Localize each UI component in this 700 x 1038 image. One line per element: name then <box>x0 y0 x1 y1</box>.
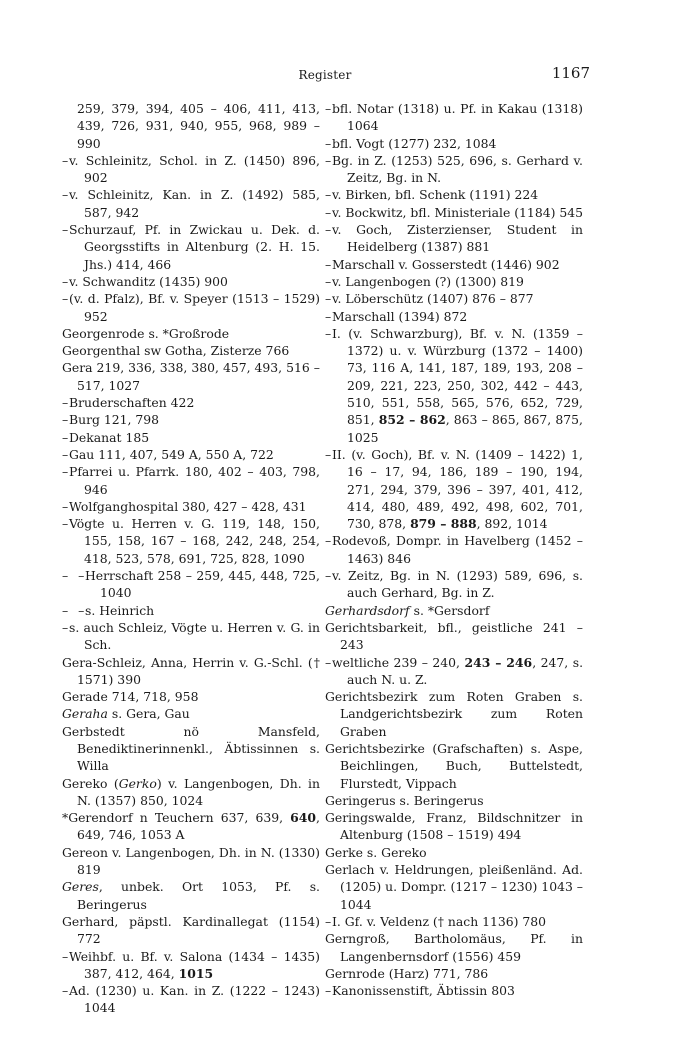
index-subentry <box>325 256 583 273</box>
index-entry <box>62 809 320 844</box>
entry-text: I. Gf. v. Veldenz († nach 1136) 780 <box>332 913 547 929</box>
subentry-dash: – <box>62 446 69 462</box>
entry-text: Ad. (1230) u. Kan. in Z. (1222 – 1243) 1044 <box>69 983 320 1016</box>
subentry-dash: – <box>62 464 69 480</box>
subentry-dash: – <box>325 308 332 324</box>
index-entry <box>325 930 583 965</box>
entry-text: Gerichtsbarkeit, bfl., geistliche 241 – 243 <box>325 619 583 653</box>
subentry-dash: – <box>62 273 69 289</box>
index-subentry <box>62 221 320 273</box>
index-subentry <box>325 204 583 221</box>
entry-text: Gerhard, päpstl. Kardinallegat (1154) 772 <box>62 913 320 947</box>
index-subentry <box>62 515 320 567</box>
entry-text: Gera 219, 336, 338, 380, 457, 493, 516 – 517, 1027 <box>62 360 320 393</box>
subentry-dash: – <box>62 152 69 168</box>
index-subentry <box>62 619 320 654</box>
entry-text: v. Schwanditz (1435) 900 <box>69 273 228 289</box>
entry-text: , unbek. Ort 1053, Pf. s. Beringerus <box>77 879 320 912</box>
entry-text: v. Zeitz, Bg. in N. (1293) 589, 696, s. auch Gerhard, Bg. in Z. <box>332 568 583 601</box>
index-entry <box>325 688 583 740</box>
bold-page-ref: 640 <box>290 810 317 826</box>
subentry-dash: – <box>325 446 332 462</box>
subentry-dash: – <box>62 429 69 445</box>
index-subentry <box>325 567 583 602</box>
entry-text: Dekanat 185 <box>69 429 150 445</box>
index-entry <box>325 619 583 654</box>
entry-text: Geringswalde, Franz, Bildschnitzer in Altenburg (1508 – 1519) 494 <box>325 810 583 843</box>
index-subentry <box>62 602 320 619</box>
index-entry <box>62 913 320 948</box>
entry-text: Marschall v. Gosserstedt (1446) 902 <box>332 256 560 272</box>
entry-text: Gerichtsbezirk zum Roten Graben s. Landgerichtsbezirk zum Roten Graben <box>325 689 583 739</box>
index-subentry <box>62 567 320 602</box>
entry-text: s. Heinrich <box>85 602 155 618</box>
index-subentry <box>325 532 583 567</box>
entry-text: v. Goch, Zisterzienser, Student in Heidelberg (1387) 881 <box>332 222 583 255</box>
bold-page-ref: 1015 <box>178 965 214 981</box>
subentry-dash: – <box>325 291 332 307</box>
entry-text: v. Bockwitz, bfl. Ministeriale (1184) 545 <box>332 204 584 220</box>
index-subentry <box>62 498 320 515</box>
index-entry <box>62 325 320 342</box>
subentry-dash: – <box>62 498 69 514</box>
index-entry <box>62 775 320 810</box>
entry-text: , 892, 1014 <box>476 516 548 532</box>
entry-text: v. Birken, bfl. Schenk (1191) 224 <box>332 187 539 203</box>
entry-text: I. (v. Schwarzburg), Bf. v. N. (1359 – 1372) u. v. Würzburg (1372 – 1400) 73, 116 A, 141, 187, 189, 193, 208 – 209, 221, 223, 250, 302, 442 – 443, 510, 551, 558, 565, 576, 652, 729, 851, <box>332 325 583 428</box>
entry-text: Gernrode (Harz) 771, 786 <box>325 965 489 981</box>
subentry-dash: – <box>62 516 69 532</box>
index-entry <box>62 705 320 722</box>
entry-text: (v. d. Pfalz), Bf. v. Speyer (1513 – 1529) 952 <box>69 291 320 324</box>
entry-text: Gau 111, 407, 549 A, 550 A, 722 <box>69 446 274 462</box>
index-subentry <box>62 186 320 221</box>
entry-text: bfl. Notar (1318) u. Pf. in Kakau (1318) 1064 <box>332 101 583 134</box>
subentry-dash: – <box>325 204 332 220</box>
entry-text: Pfarrei u. Pfarrk. 180, 402 – 403, 798, 946 <box>69 464 320 497</box>
subentry-dash: – <box>325 983 332 999</box>
entry-text: v. Löberschütz (1407) 876 – 877 <box>332 291 534 307</box>
subentry-dash: – <box>325 913 332 929</box>
index-entry <box>325 965 583 982</box>
entry-text: Marschall (1394) 872 <box>332 308 468 324</box>
entry-text: , 247, s. auch N. u. Z. <box>347 654 584 687</box>
italic-term: Geres <box>62 879 99 895</box>
entry-text: *Gerendorf n Teuchern 637, 639, <box>62 810 291 826</box>
bold-page-ref: 243 – 246 <box>464 654 533 670</box>
subentry-dash: – <box>62 983 69 999</box>
entry-text: Georgenthal sw Gotha, Zisterze 766 <box>62 343 290 359</box>
entry-text: Weihbf. u. Bf. v. Salona (1434 – 1435) 387, 412, 464, <box>69 948 320 981</box>
subentry-dash: – <box>325 568 332 584</box>
index-subentry <box>325 982 583 999</box>
index-entry <box>62 359 320 394</box>
page-header <box>60 64 590 86</box>
index-entry <box>62 654 320 689</box>
entry-text: ) v. Langenbogen, Dh. in N. (1357) 850, 1024 <box>77 775 320 808</box>
entry-text: Geringerus s. Beringerus <box>325 792 484 808</box>
index-subentry <box>62 152 320 187</box>
subentry-dash: – <box>325 101 332 116</box>
subentry-dash: – <box>325 654 332 670</box>
entry-text: Gerngroß, Bartholomäus, Pf. in Langenbernsdorf (1556) 459 <box>325 931 583 964</box>
entry-text: Wolfganghospital 380, 427 – 428, 431 <box>69 498 307 514</box>
index-entry <box>62 723 320 775</box>
index-entry <box>325 844 583 861</box>
index-entry <box>62 688 320 705</box>
index-subentry <box>325 654 583 689</box>
entry-text: weltliche 239 – 240, <box>332 654 465 670</box>
index-entry-continuation <box>62 100 320 152</box>
entry-text: Rodevoß, Dompr. in Havelberg (1452 – 1463) 846 <box>332 533 583 566</box>
subentry-dash: – <box>325 325 332 341</box>
index-subentry <box>325 913 583 930</box>
index-subentry <box>62 429 320 446</box>
entry-text: Gerichtsbezirke (Grafschaften) s. Aspe, Beichlingen, Buch, Buttelstedt, Flurstedt, Vippach <box>325 740 583 791</box>
subentry-dash: – – <box>62 602 88 618</box>
entry-text: Vögte u. Herren v. G. 119, 148, 150, 155, 158, 167 – 168, 242, 248, 254, 418, 523, 578, 691, 725, 828, 1090 <box>69 516 320 566</box>
subentry-dash: – <box>325 256 332 272</box>
running-title: Register <box>298 68 352 82</box>
index-subentry <box>325 152 583 187</box>
entry-text: Gera-Schleiz, Anna, Herrin v. G.-Schl. († 1571) 390 <box>62 654 320 687</box>
index-subentry <box>325 186 583 203</box>
subentry-dash: – <box>62 619 69 635</box>
subentry-dash: – <box>325 273 332 289</box>
entry-text: Burg 121, 798 <box>69 412 160 428</box>
index-entry <box>325 792 583 809</box>
index-column-left <box>62 100 320 1017</box>
entry-text: 259, 379, 394, 405 – 406, 411, 413, 439, 726, 931, 940, 955, 968, 989 – 990 <box>77 101 320 151</box>
italic-term: Gerhardsdorf <box>325 602 410 618</box>
subentry-dash: – <box>325 187 332 203</box>
subentry-dash: – <box>325 152 332 168</box>
page-number: 1167 <box>551 64 590 82</box>
subentry-dash: – – <box>62 568 88 584</box>
bold-page-ref: 879 – 888 <box>410 516 477 532</box>
subentry-dash: – <box>62 222 69 238</box>
entry-text: II. (v. Goch), Bf. v. N. (1409 – 1422) 1, 16 – 17, 94, 186, 189 – 190, 194, 271, 294, 379, 396 – 397, 401, 412, 414, 480, 489, 492, 498, 602, 701, 730, 878, <box>332 446 583 532</box>
entry-text: , 863 – 865, 867, 875, 1025 <box>347 412 583 445</box>
subentry-dash: – <box>325 222 332 238</box>
index-entry <box>325 740 583 792</box>
entry-text: Herrschaft 258 – 259, 445, 448, 725, 1040 <box>85 568 320 601</box>
index-subentry <box>62 411 320 428</box>
subentry-dash: – <box>62 948 69 964</box>
entry-text: v. Schleinitz, Schol. in Z. (1450) 896, 902 <box>69 152 320 186</box>
index-subentry <box>325 273 583 290</box>
index-subentry <box>325 446 583 532</box>
index-column-right <box>325 100 583 999</box>
index-entry <box>325 602 583 619</box>
index-subentry <box>62 290 320 325</box>
entry-text: v. Schleinitz, Kan. in Z. (1492) 585, 587, 942 <box>69 187 320 220</box>
entry-text: Bg. in Z. (1253) 525, 696, s. Gerhard v. Zeitz, Bg. in N. <box>332 152 583 186</box>
index-subentry <box>62 982 320 1017</box>
index-entry <box>325 809 583 844</box>
entry-text: s. Gera, Gau <box>107 706 190 722</box>
entry-text: s. *Gersdorf <box>409 602 490 618</box>
subentry-dash: – <box>325 135 332 151</box>
index-subentry <box>62 273 320 290</box>
index-subentry <box>325 325 583 446</box>
index-entry <box>62 342 320 359</box>
entry-text: Gerlach v. Heldrungen, pleißenländ. Ad. (1205) u. Dompr. (1217 – 1230) 1043 – 1044 <box>325 862 583 912</box>
index-subentry <box>62 446 320 463</box>
subentry-dash: – <box>62 412 69 428</box>
entry-text: , 649, 746, 1053 A <box>77 810 320 843</box>
entry-text: Gereon v. Langenbogen, Dh. in N. (1330) 819 <box>62 844 320 878</box>
subentry-dash: – <box>62 291 69 307</box>
entry-text: s. auch Schleiz, Vögte u. Herren v. G. in Sch. <box>69 619 320 653</box>
index-subentry <box>325 135 583 152</box>
entry-text: v. Langenbogen (?) (1300) 819 <box>332 273 524 289</box>
index-entry <box>325 861 583 913</box>
entry-text: Georgenrode s. *Großrode <box>62 325 230 341</box>
index-subentry <box>325 308 583 325</box>
index-entry <box>62 878 320 913</box>
index-subentry <box>62 948 320 983</box>
entry-text: Kanonissenstift, Äbtissin 803 <box>332 983 515 999</box>
index-subentry <box>62 394 320 411</box>
index-subentry <box>325 290 583 307</box>
italic-term: Geraha <box>62 706 108 722</box>
subentry-dash: – <box>62 395 69 411</box>
index-entry <box>62 844 320 879</box>
subentry-dash: – <box>325 533 332 549</box>
italic-term: Gerko <box>118 775 157 791</box>
index-subentry <box>325 100 583 135</box>
index-subentry <box>62 463 320 498</box>
entry-text: Gerbstedt nö Mansfeld, Benediktinerinnenkl., Äbtissinnen s. Willa <box>62 723 320 774</box>
subentry-dash: – <box>62 187 69 203</box>
entry-text: bfl. Vogt (1277) 232, 1084 <box>332 135 497 151</box>
bold-page-ref: 852 – 862 <box>378 412 446 428</box>
index-subentry <box>325 221 583 256</box>
entry-text: Schurzauf, Pf. in Zwickau u. Dek. d. Georgsstifts in Altenburg (2. H. 15. Jhs.) 414, 466 <box>69 222 320 272</box>
entry-text: Gerade 714, 718, 958 <box>62 689 199 705</box>
entry-text: Gereko ( <box>62 775 119 791</box>
entry-text: Gerke s. Gereko <box>325 844 427 860</box>
entry-text: Bruderschaften 422 <box>69 395 195 411</box>
